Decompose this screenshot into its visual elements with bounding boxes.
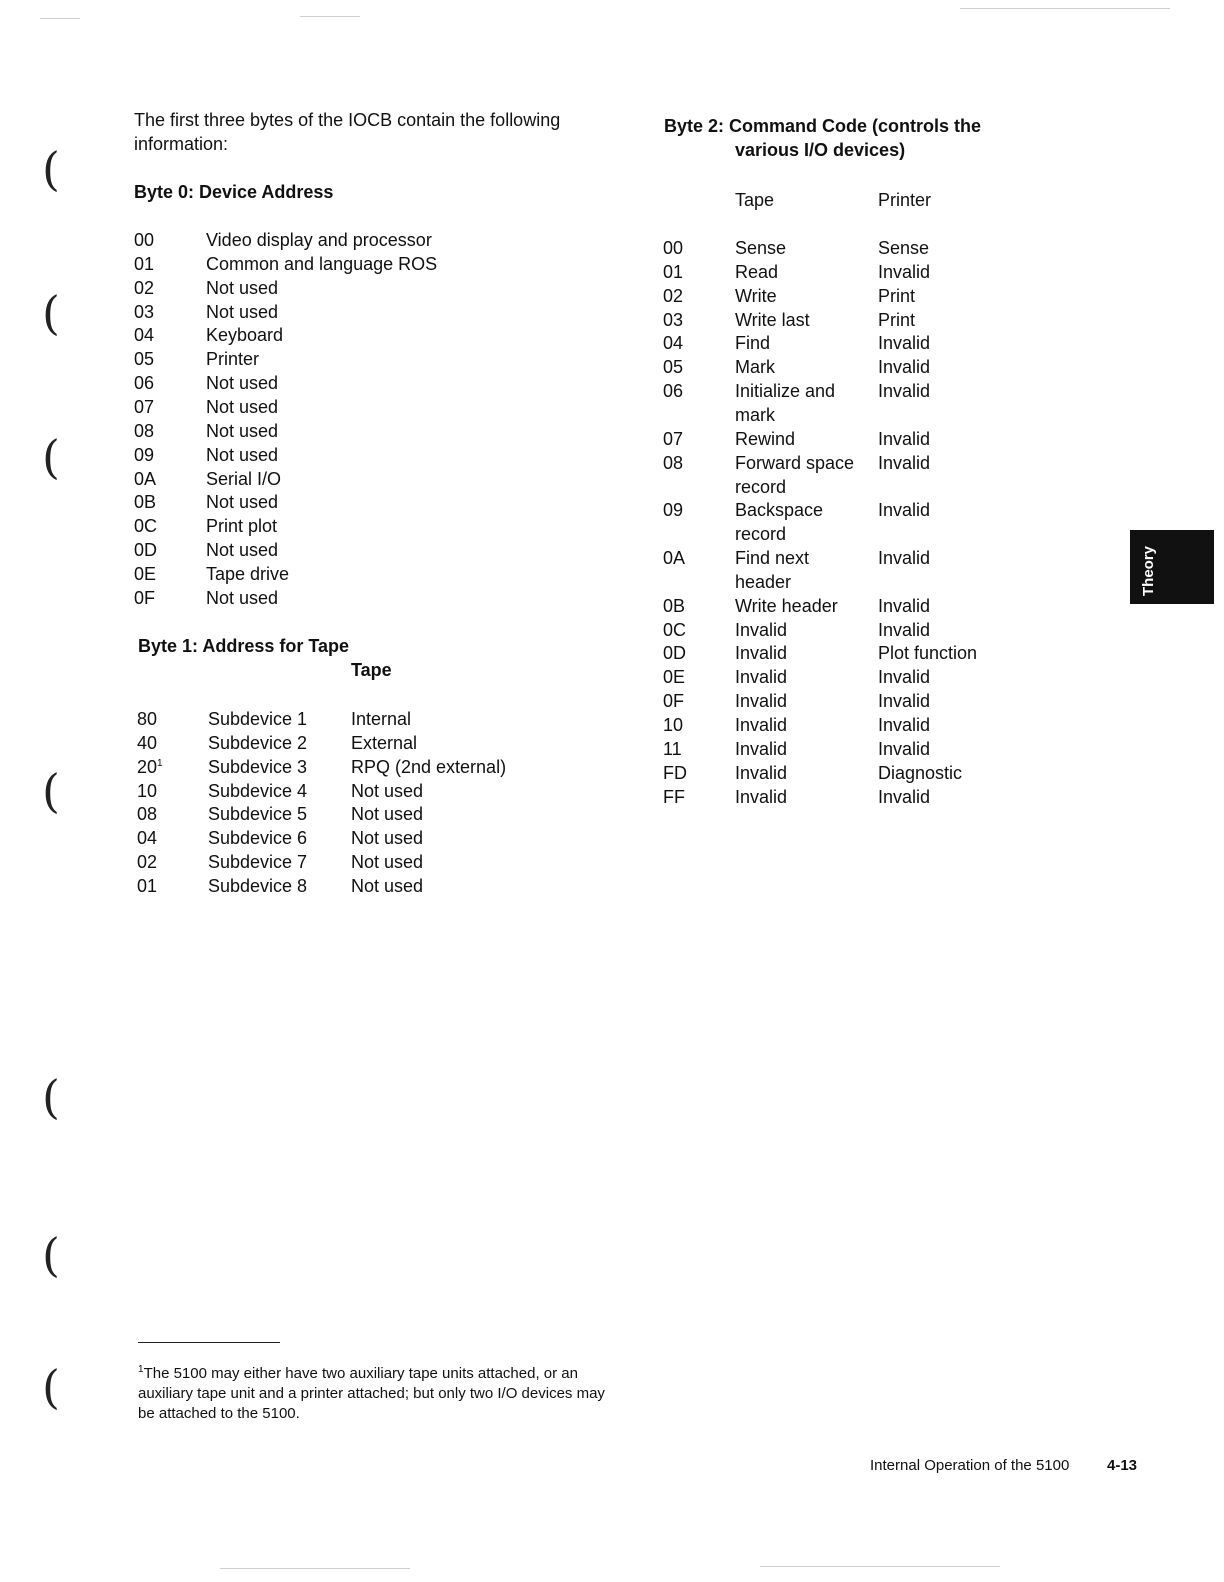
device-description: Not used	[206, 587, 279, 608]
printer-command: Invalid	[878, 381, 931, 402]
printer-command: Invalid	[878, 619, 931, 640]
device-code: 00	[134, 230, 155, 250]
tape-command: Write last	[735, 309, 810, 330]
address-code	[137, 779, 157, 803]
command-code: 06	[663, 381, 684, 402]
device-code: 06	[134, 373, 155, 394]
command-code: FF	[663, 786, 685, 807]
printer-command: Plot function	[878, 643, 978, 664]
printer-command: Invalid	[878, 548, 931, 569]
tape-assignment: Not used	[351, 804, 424, 825]
address-code-value: 80	[137, 709, 158, 729]
tape-command: Sense	[735, 238, 787, 258]
binder-hole-mark: (	[42, 764, 60, 818]
command-code: 00	[663, 238, 684, 258]
tape-command: Rewind	[735, 428, 796, 449]
table-row	[137, 779, 597, 803]
device-code: 03	[134, 301, 155, 322]
scan-artifact	[960, 8, 1170, 9]
device-code: 0C	[134, 516, 158, 537]
table-row	[137, 826, 597, 850]
command-code: 0A	[663, 548, 686, 569]
table-row	[663, 236, 1023, 260]
address-code	[137, 874, 157, 898]
subdevice-name: Subdevice 3	[208, 756, 308, 777]
byte1-heading: Byte 1: Address for Tape	[138, 636, 350, 656]
printer-command: Sense	[878, 238, 930, 258]
footnote-reference: 1	[157, 757, 163, 769]
tape-command: Initialize and mark	[735, 381, 836, 426]
tape-command: Backspace record	[735, 500, 824, 545]
table-row	[663, 284, 1023, 308]
tape-command: Find next header	[735, 548, 810, 593]
device-code: 0D	[134, 540, 158, 561]
scan-artifact	[760, 1566, 1000, 1567]
table-row	[663, 498, 1023, 546]
footnote-mark: 1	[138, 1364, 144, 1375]
table-row	[137, 850, 597, 874]
address-code	[137, 731, 157, 755]
tape-assignment: RPQ (2nd external)	[351, 756, 507, 777]
subdevice-name: Subdevice 6	[208, 828, 308, 849]
command-code: 07	[663, 428, 684, 449]
page-number: 4-13	[1107, 1457, 1138, 1474]
footnote-rule	[138, 1342, 280, 1343]
table-row	[134, 562, 594, 586]
footnote	[138, 1364, 608, 1424]
tape-assignment: Internal	[351, 709, 412, 729]
command-code: 10	[663, 715, 684, 735]
table-row	[663, 308, 1023, 332]
table-row	[663, 427, 1023, 451]
table-row	[137, 707, 597, 731]
tape-assignment: Not used	[351, 852, 424, 873]
table-row	[134, 419, 594, 443]
printer-command: Invalid	[878, 595, 931, 616]
tape-assignment: External	[351, 732, 418, 753]
table-row	[663, 761, 1023, 785]
intro-paragraph: The first three bytes of the IOCB contain the following information:	[134, 110, 561, 154]
printer-command: Diagnostic	[878, 762, 963, 783]
byte2-heading	[664, 114, 1044, 162]
command-code: 0D	[663, 643, 687, 664]
printer-command: Print	[878, 309, 916, 330]
command-code: 0B	[663, 595, 686, 616]
table-row	[663, 618, 1023, 642]
command-code: 05	[663, 357, 684, 378]
tape-command: Invalid	[735, 762, 788, 783]
address-code	[137, 802, 157, 826]
page-footer-title: Internal Operation of the 5100	[870, 1457, 1070, 1474]
tape-command: Read	[735, 261, 779, 282]
device-description: Not used	[206, 396, 279, 417]
section-thumb-tab-label: Theory	[1140, 545, 1157, 596]
printer-command: Print	[878, 285, 916, 306]
table-row	[663, 641, 1023, 665]
tape-command: Invalid	[735, 643, 788, 664]
binder-hole-mark: (	[42, 430, 60, 484]
tape-command: Invalid	[735, 619, 788, 640]
printer-command: Invalid	[878, 333, 931, 354]
tape-command: Invalid	[735, 691, 788, 712]
device-description: Print plot	[206, 516, 278, 537]
command-code: 0F	[663, 691, 685, 712]
table-row	[663, 665, 1023, 689]
table-row	[663, 689, 1023, 713]
printer-command: Invalid	[878, 786, 931, 807]
table-row	[134, 395, 594, 419]
address-code	[137, 707, 157, 731]
printer-command: Invalid	[878, 715, 931, 735]
tape-assignment: Not used	[351, 875, 424, 896]
scan-artifact	[300, 16, 360, 17]
device-code: 02	[134, 277, 155, 298]
table-row	[134, 586, 594, 610]
table-row	[663, 546, 1023, 594]
device-description: Not used	[206, 540, 279, 561]
table-row	[663, 331, 1023, 355]
table-row	[134, 443, 594, 467]
tape-command: Forward space record	[735, 452, 855, 497]
device-description: Tape drive	[206, 563, 290, 584]
device-code: 01	[134, 253, 155, 274]
command-code: 0E	[663, 667, 686, 688]
printer-command: Invalid	[878, 667, 931, 688]
tape-command: Invalid	[735, 738, 788, 759]
device-description: Not used	[206, 277, 279, 298]
byte2-heading-line1: Byte 2: Command Code (controls the	[664, 116, 982, 136]
address-code	[137, 850, 157, 874]
device-code: 0B	[134, 492, 157, 513]
command-code: 03	[663, 309, 684, 330]
table-row	[134, 276, 594, 300]
printer-command: Invalid	[878, 452, 931, 473]
binder-hole-mark: (	[42, 1360, 60, 1414]
scan-artifact	[220, 1568, 410, 1569]
binder-hole-mark: (	[42, 286, 60, 340]
table-row	[134, 490, 594, 514]
table-row	[663, 785, 1023, 809]
byte2-heading-line2: various I/O devices)	[735, 140, 906, 160]
tape-command: Write header	[735, 595, 838, 616]
binder-hole-mark: (	[42, 142, 60, 196]
subdevice-name: Subdevice 7	[208, 852, 308, 873]
printer-command: Invalid	[878, 691, 931, 712]
command-code: 11	[663, 738, 682, 759]
address-code-value: 01	[137, 875, 158, 896]
table-row	[663, 713, 1023, 737]
subdevice-name: Subdevice 8	[208, 875, 308, 896]
device-description: Not used	[206, 492, 279, 513]
tape-command: Mark	[735, 357, 775, 378]
address-code-value: 40	[137, 732, 158, 753]
device-description: Not used	[206, 301, 279, 322]
table-row	[137, 755, 597, 779]
table-row	[134, 538, 594, 562]
subdevice-name: Subdevice 2	[208, 732, 308, 753]
address-code	[137, 755, 163, 779]
device-code: 04	[134, 325, 155, 346]
printer-command: Invalid	[878, 500, 931, 521]
table-row	[137, 802, 597, 826]
device-description: Not used	[206, 444, 279, 465]
table-row	[663, 594, 1023, 618]
tape-command: Write	[735, 285, 777, 306]
address-code-value: 20	[137, 756, 158, 777]
printer-command: Invalid	[878, 357, 931, 378]
tape-command: Invalid	[735, 715, 788, 735]
byte0-heading: Byte 0: Device Address	[134, 182, 334, 202]
table-row	[134, 371, 594, 395]
table-row	[134, 228, 594, 252]
command-code: 02	[663, 285, 684, 306]
device-description: Printer	[206, 349, 260, 370]
command-code: 08	[663, 452, 684, 473]
command-code: 01	[663, 261, 684, 282]
subdevice-name: Subdevice 4	[208, 780, 308, 801]
subdevice-name: Subdevice 1	[208, 709, 308, 729]
address-code-value: 08	[137, 804, 158, 825]
tape-command: Invalid	[735, 667, 788, 688]
address-code-value: 10	[137, 780, 158, 801]
address-code	[137, 826, 157, 850]
table-row	[134, 300, 594, 324]
byte2-tape-column-header: Tape	[735, 190, 775, 210]
device-code: 0A	[134, 468, 157, 489]
tape-assignment: Not used	[351, 780, 424, 801]
printer-command: Invalid	[878, 738, 931, 759]
device-code: 08	[134, 420, 155, 441]
binder-hole-mark: (	[42, 1070, 60, 1124]
device-code: 07	[134, 396, 155, 417]
scan-artifact	[40, 18, 80, 19]
device-code: 05	[134, 349, 155, 370]
printer-command: Invalid	[878, 428, 931, 449]
tape-command: Find	[735, 333, 771, 354]
table-row	[137, 731, 597, 755]
device-code: 0E	[134, 563, 157, 584]
device-description: Keyboard	[206, 325, 284, 346]
device-code: 09	[134, 444, 155, 465]
table-row	[663, 737, 1023, 761]
section-thumb-tab	[1130, 530, 1214, 604]
footnote-text: The 5100 may either have two auxiliary tape units attached, or an auxiliary tape unit and a printer attached; but only two I/O devices may be attached to the 5100.	[138, 1365, 605, 1422]
printer-command: Invalid	[878, 261, 931, 282]
tape-command: Invalid	[735, 786, 788, 807]
table-row	[663, 260, 1023, 284]
table-row	[663, 379, 1023, 427]
table-row	[663, 355, 1023, 379]
command-code: 09	[663, 500, 684, 521]
binder-hole-mark: (	[42, 1228, 60, 1282]
table-row	[134, 323, 594, 347]
device-description: Not used	[206, 373, 279, 394]
device-description: Serial I/O	[206, 468, 282, 489]
address-code-value: 04	[137, 828, 158, 849]
table-row	[134, 467, 594, 491]
byte2-printer-column-header: Printer	[878, 190, 932, 210]
table-row	[134, 347, 594, 371]
address-code-value: 02	[137, 852, 158, 873]
byte1-tape-column-header: Tape	[351, 660, 392, 680]
command-code: 0C	[663, 619, 687, 640]
device-description: Common and language ROS	[206, 253, 438, 274]
table-row	[134, 514, 594, 538]
subdevice-name: Subdevice 5	[208, 804, 308, 825]
command-code: 04	[663, 333, 684, 354]
table-row	[663, 451, 1023, 499]
tape-assignment: Not used	[351, 828, 424, 849]
device-code: 0F	[134, 587, 156, 608]
command-code: FD	[663, 762, 687, 783]
table-row	[137, 874, 597, 898]
device-description: Not used	[206, 420, 279, 441]
device-description: Video display and processor	[206, 230, 432, 250]
table-row	[134, 252, 594, 276]
